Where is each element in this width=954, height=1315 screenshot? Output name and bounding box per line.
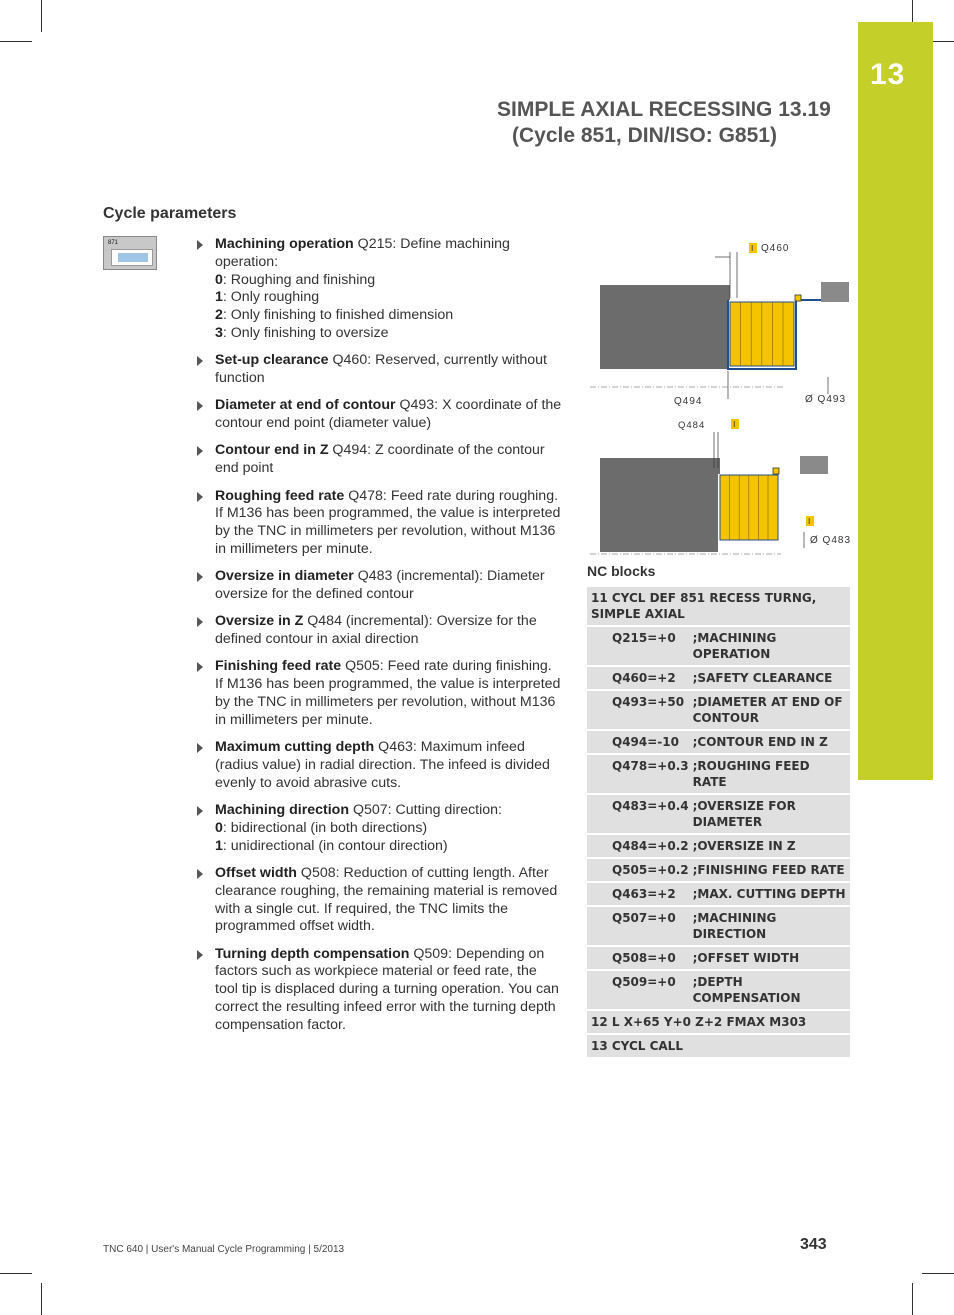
label-q493: Ø Q493 [805,394,847,405]
nc-parameter: Q493=+50 [587,690,693,730]
nc-comment: ;MACHINING DIRECTION [693,906,850,946]
parameter-option [215,325,563,343]
bullet-arrow-icon [197,662,203,672]
nc-blocks-table [587,587,850,1059]
parameter-desc: Q509: Depending on factors such as workpiece material or feed rate, the tool tip is displaced during a turning operation. You can correct the resulting infeed error with the turning depth compensation factor. [215,945,559,1033]
nc-block-row [587,666,850,690]
parameter-desc: Q483 (incremental): Diameter oversize for the defined contour [215,568,545,603]
crop-mark [41,0,42,32]
nc-block-text: 11 CYCL DEF 851 RECESS TURNG, SIMPLE AXIAL [587,587,850,626]
marker-text: I [733,420,736,429]
label-q484: Q484 [678,420,706,431]
option-text: : bidirectional (in both directions) [222,819,428,836]
option-code: 1 [215,289,223,306]
marker-text: I [808,517,811,526]
header-title: SIMPLE AXIAL RECESSING 13.19 [497,98,831,121]
parameter-desc: Q460: Reserved, currently without function [215,352,547,387]
bullet-arrow-icon [197,572,203,582]
option-text: : Roughing and finishing [222,271,376,288]
parameter-name: Maximum cutting depth [215,739,375,756]
nc-parameter: Q483=+0.4 [587,794,693,834]
parameter-item [193,397,563,433]
nc-parameter: Q494=-10 [587,730,693,754]
option-code: 0 [215,271,223,288]
parameter-desc: Q493: X coordinate of the contour end point (diameter value) [215,397,562,432]
parameter-item [193,946,563,1035]
page-number: 343 [800,1236,827,1253]
header-subtitle: (Cycle 851, DIN/ISO: G851) [512,124,777,147]
crop-mark [41,1283,42,1315]
nc-comment: ;OVERSIZE IN Z [693,834,850,858]
nc-parameter: Q508=+0 [587,946,693,970]
parameter-name: Machining direction [215,802,349,819]
nc-parameter: Q460=+2 [587,666,693,690]
option-code: 1 [215,837,223,854]
bullet-arrow-icon [197,240,203,250]
parameter-name: Diameter at end of contour [215,397,396,414]
nc-block-row [587,730,850,754]
nc-block-row [587,690,850,730]
bullet-arrow-icon [197,743,203,753]
chapter-number: 13 [870,58,906,91]
page-footer: TNC 640 | User's Manual Cycle Programming | 5/2013 [103,1244,345,1255]
nc-block-text: 13 CYCL CALL [587,1034,850,1058]
nc-block-row [587,882,850,906]
parameter-name: Offset width [215,864,297,881]
nc-block-row [587,626,850,666]
recess-diagram [585,236,855,556]
parameter-item [193,568,563,604]
nc-parameter: Q484=+0.2 [587,834,693,858]
option-text: : Only finishing to finished dimension [222,307,454,324]
parameter-desc: Q505: Feed rate during finishing. If M136 has been programmed, the value is interpreted by the TNC in millimeters per revolution, without M136 in millimeters per minute. [215,658,561,728]
tool-holder-2 [800,456,828,474]
parameter-item [193,802,563,855]
cycle-softkey [103,236,157,270]
option-code: 0 [215,819,223,836]
nc-comment: ;MACHINING OPERATION [693,626,850,666]
nc-comment: ;SAFETY CLEARANCE [693,666,850,690]
parameter-option [215,307,563,325]
parameter-item [193,442,563,478]
nc-block-row [587,794,850,834]
bullet-arrow-icon [197,869,203,879]
parameter-item [193,865,563,936]
tool-tip-2 [773,468,779,474]
nc-parameter: Q463=+2 [587,882,693,906]
parameter-item [193,352,563,388]
parameter-desc: Q215: Define machining operation: [215,236,510,270]
nc-block-row [587,1034,850,1058]
bullet-arrow-icon [197,401,203,411]
section-title: Cycle parameters [103,205,237,222]
bullet-arrow-icon [197,492,203,502]
bullet-arrow-icon [197,806,203,816]
nc-parameter: Q507=+0 [587,906,693,946]
nc-block-row [587,834,850,858]
bullet-arrow-icon [197,617,203,627]
chapter-tab [858,22,933,780]
nc-comment: ;DEPTH COMPENSATION [693,970,850,1010]
nc-comment: ;ROUGHING FEED RATE [693,754,850,794]
parameter-desc: Q478: Feed rate during roughing. If M136 has been programmed, the value is interpreted by the TNC in millimeters per revolution, without M136 in millimeters per minute. [215,487,561,557]
workpiece-stock-2 [600,458,720,552]
nc-parameter: Q478=+0.3 [587,754,693,794]
nc-block-row [587,1010,850,1034]
label-q483: Ø Q483 [810,535,852,546]
parameter-name: Set-up clearance [215,352,329,369]
parameter-item [193,658,563,729]
parameter-name: Turning depth compensation [215,945,410,962]
marker-text: I [751,244,754,253]
nc-comment: ;OVERSIZE FOR DIAMETER [693,794,850,834]
option-text: : Only roughing [222,289,320,306]
parameter-item [193,488,563,559]
nc-blocks-title: NC blocks [587,563,656,579]
nc-comment: ;CONTOUR END IN Z [693,730,850,754]
nc-comment: ;OFFSET WIDTH [693,946,850,970]
softkey-graphic-fill [118,253,148,262]
parameter-desc: Q494: Z coordinate of the contour end point [215,442,545,477]
bullet-arrow-icon [197,356,203,366]
nc-block-row [587,906,850,946]
bullet-arrow-icon [197,950,203,960]
nc-block-row [587,858,850,882]
parameter-option [215,272,563,290]
tool-holder [821,282,849,302]
parameter-item [193,236,563,343]
parameter-item [193,613,563,649]
nc-parameter: Q215=+0 [587,626,693,666]
parameter-name: Finishing feed rate [215,658,342,675]
parameter-option [215,838,563,856]
parameter-desc: Q463: Maximum infeed (radius value) in radial direction. The infeed is divided evenly to avoid abrasive cuts. [215,739,550,791]
parameter-name: Machining operation [215,236,354,252]
nc-block-row [587,946,850,970]
nc-block-row [587,587,850,626]
label-q494: Q494 [674,396,703,407]
nc-comment: ;MAX. CUTTING DEPTH [693,882,850,906]
workpiece-stock [600,285,730,369]
parameter-name: Roughing feed rate [215,487,345,504]
parameter-name: Oversize in diameter [215,568,354,585]
parameter-name: Contour end in Z [215,442,329,459]
parameter-option [215,289,563,307]
nc-block-row [587,970,850,1010]
nc-block-text: 12 L X+65 Y+0 Z+2 FMAX M303 [587,1010,850,1034]
parameter-desc: Q507: Cutting direction: [349,802,502,819]
option-code: 3 [215,324,223,341]
crop-mark [0,1273,32,1274]
option-text: : unidirectional (in contour direction) [222,837,448,854]
crop-mark [912,1283,913,1315]
nc-parameter: Q505=+0.2 [587,858,693,882]
parameter-list [193,236,563,1044]
crop-mark [922,1273,954,1274]
parameter-desc: Q484 (incremental): Oversize for the defined contour in axial direction [215,613,537,648]
nc-block-row [587,754,850,794]
option-text: : Only finishing to oversize [222,324,389,341]
parameter-item [193,739,563,792]
option-code: 2 [215,307,223,324]
parameter-desc: Q508: Reduction of cutting length. After clearance roughing, the remaining material is removed with a single cut. If required, the TNC limits the programmed offset width. [215,864,558,935]
page-header [497,97,842,149]
tool-tip [795,295,801,301]
bullet-arrow-icon [197,446,203,456]
nc-comment: ;DIAMETER AT END OF CONTOUR [693,690,850,730]
crop-mark [0,41,32,42]
parameter-name: Oversize in Z [215,613,304,630]
nc-parameter: Q509=+0 [587,970,693,1010]
softkey-label: 871 [108,240,119,246]
label-q460: Q460 [761,243,790,254]
nc-comment: ;FINISHING FEED RATE [693,858,850,882]
parameter-option [215,820,563,838]
